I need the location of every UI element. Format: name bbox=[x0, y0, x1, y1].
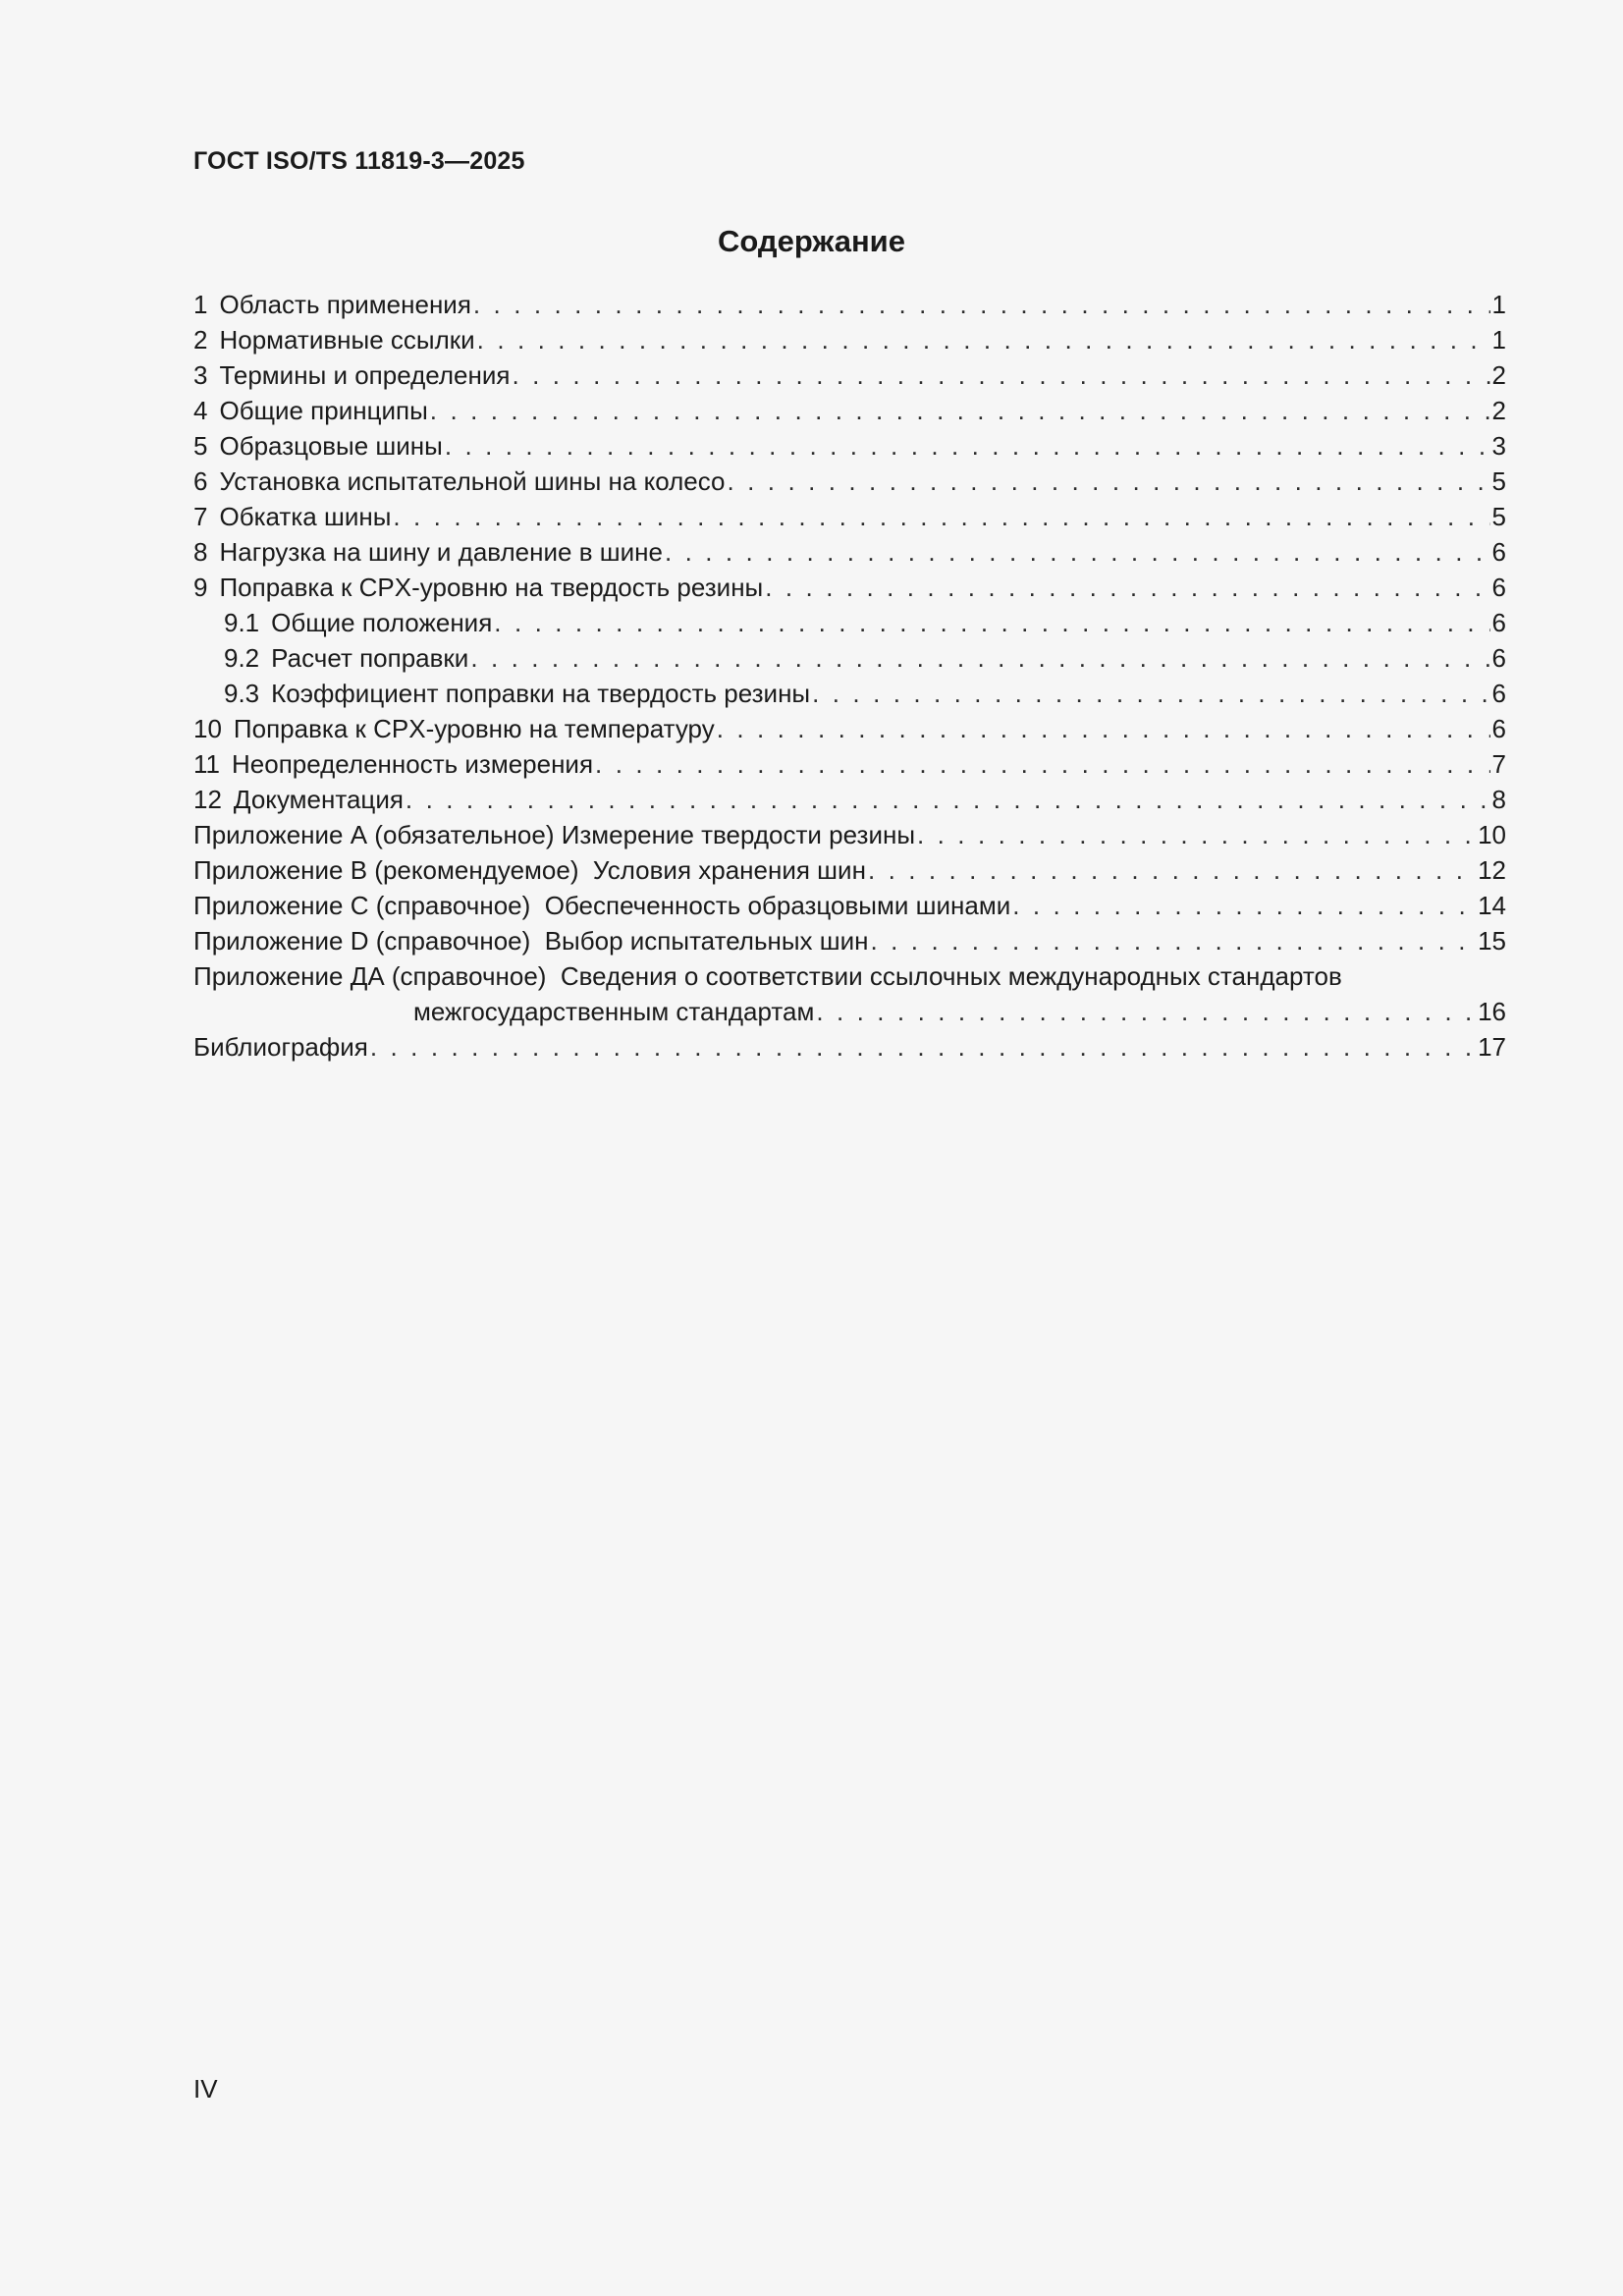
toc-entry-number: 2 bbox=[193, 325, 208, 355]
toc-entry-label: Расчет поправки bbox=[271, 643, 469, 673]
toc-entry-appendix-a[interactable] bbox=[193, 817, 1506, 852]
dot-leader bbox=[871, 923, 1477, 958]
toc-entry-label: Поправка к CPX-уровню на твердость резины bbox=[219, 573, 764, 602]
toc-entry-number: 9.3 bbox=[224, 679, 260, 708]
toc-entry-page: 17 bbox=[1478, 1032, 1506, 1062]
toc-entry-9-3[interactable] bbox=[193, 676, 1506, 711]
dot-leader bbox=[473, 287, 1490, 322]
dot-leader bbox=[445, 428, 1490, 464]
toc-entry-appendix-d[interactable] bbox=[193, 923, 1506, 958]
dot-leader bbox=[494, 605, 1489, 640]
dot-leader bbox=[665, 534, 1490, 570]
toc-entry-1[interactable] bbox=[193, 287, 1506, 322]
toc-entry-label: Установка испытательной шины на колесо bbox=[219, 466, 726, 496]
toc-entry-page: 2 bbox=[1491, 396, 1506, 425]
toc-entry-page: 15 bbox=[1478, 926, 1506, 956]
dot-leader bbox=[717, 711, 1490, 746]
toc-entry-label: Нормативные ссылки bbox=[219, 325, 475, 355]
toc-entry-page: 6 bbox=[1491, 679, 1506, 708]
dot-leader bbox=[812, 676, 1489, 711]
dot-leader bbox=[868, 852, 1476, 888]
toc-entry-page: 1 bbox=[1491, 325, 1506, 355]
toc-entry-9[interactable] bbox=[193, 570, 1506, 605]
toc-entry-page: 8 bbox=[1491, 785, 1506, 814]
toc-entry-label: Документация bbox=[233, 785, 404, 814]
toc-entry-page: 1 bbox=[1491, 290, 1506, 319]
page-number: IV bbox=[193, 2074, 218, 2104]
toc-entry-3[interactable] bbox=[193, 357, 1506, 393]
toc-entry-4[interactable] bbox=[193, 393, 1506, 428]
toc-entry-page: 10 bbox=[1478, 820, 1506, 849]
toc-entry-page: 7 bbox=[1491, 749, 1506, 779]
toc-entry-number: 6 bbox=[193, 466, 208, 496]
dot-leader bbox=[917, 817, 1476, 852]
toc-entry-9-2[interactable] bbox=[193, 640, 1506, 676]
toc-entry-9-1[interactable] bbox=[193, 605, 1506, 640]
toc-entry-page: 3 bbox=[1491, 431, 1506, 461]
toc-entry-label: Приложение А (обязательное) Измерение твердости резины bbox=[193, 820, 916, 849]
toc-entry-label: Библиография bbox=[193, 1032, 368, 1062]
toc-entry-label-continued: межгосударственным стандартам bbox=[413, 997, 815, 1026]
toc-entry-5[interactable] bbox=[193, 428, 1506, 464]
toc-entry-page: 6 bbox=[1491, 608, 1506, 637]
toc-entry-number: 12 bbox=[193, 785, 222, 814]
toc-entry-label: Область применения bbox=[219, 290, 471, 319]
toc-entry-page: 5 bbox=[1491, 466, 1506, 496]
toc-entry-number: 9.2 bbox=[224, 643, 260, 673]
document-code: ГОСТ ISO/TS 11819-3—2025 bbox=[193, 147, 525, 175]
toc-entry-page: 2 bbox=[1491, 360, 1506, 390]
toc-entry-page: 5 bbox=[1491, 502, 1506, 531]
toc-entry-number: 7 bbox=[193, 502, 208, 531]
toc-entry-number: 11 bbox=[193, 749, 220, 779]
toc-entry-8[interactable] bbox=[193, 534, 1506, 570]
toc-entry-label: Общие принципы bbox=[219, 396, 428, 425]
toc-entry-appendix-c[interactable] bbox=[193, 888, 1506, 923]
toc-entry-label: Приложение В (рекомендуемое) Условия хранения шин bbox=[193, 855, 866, 885]
toc-entry-2[interactable] bbox=[193, 322, 1506, 357]
toc-entry-number: 9 bbox=[193, 573, 208, 602]
toc-entry-label: Обкатка шины bbox=[219, 502, 392, 531]
dot-leader bbox=[370, 1029, 1476, 1065]
toc-entry-appendix-b[interactable] bbox=[193, 852, 1506, 888]
toc-entry-6[interactable] bbox=[193, 464, 1506, 499]
table-of-contents bbox=[193, 287, 1506, 1065]
toc-entry-number: 5 bbox=[193, 431, 208, 461]
toc-entry-page: 6 bbox=[1491, 573, 1506, 602]
dot-leader bbox=[816, 994, 1476, 1029]
dot-leader bbox=[406, 782, 1490, 817]
dot-leader bbox=[1012, 888, 1476, 923]
toc-entry-number: 8 bbox=[193, 537, 208, 567]
toc-entry-label: Общие положения bbox=[271, 608, 493, 637]
toc-entry-number: 9.1 bbox=[224, 608, 260, 637]
toc-entry-page: 12 bbox=[1478, 855, 1506, 885]
toc-entry-label: Образцовые шины bbox=[219, 431, 443, 461]
toc-entry-number: 3 bbox=[193, 360, 208, 390]
toc-entry-page: 6 bbox=[1491, 643, 1506, 673]
toc-entry-bibliography[interactable] bbox=[193, 1029, 1506, 1065]
toc-entry-page: 6 bbox=[1491, 537, 1506, 567]
dot-leader bbox=[470, 640, 1489, 676]
dot-leader bbox=[595, 746, 1489, 782]
toc-entry-label: Нагрузка на шину и давление в шине bbox=[219, 537, 663, 567]
toc-entry-page: 16 bbox=[1478, 997, 1506, 1026]
toc-entry-12[interactable] bbox=[193, 782, 1506, 817]
toc-title: Содержание bbox=[718, 224, 905, 258]
toc-entry-page: 6 bbox=[1491, 714, 1506, 743]
dot-leader bbox=[765, 570, 1489, 605]
dot-leader bbox=[512, 357, 1489, 393]
dot-leader bbox=[728, 464, 1490, 499]
toc-entry-label: Приложение С (справочное) Обеспеченность образцовыми шинами bbox=[193, 891, 1011, 920]
dot-leader bbox=[430, 393, 1490, 428]
toc-entry-label: Термины и определения bbox=[219, 360, 511, 390]
toc-entry-label: Приложение ДА (справочное) Сведения о соответствии ссылочных международных стандартов bbox=[193, 961, 1342, 991]
toc-entry-label: Приложение D (справочное) Выбор испытательных шин bbox=[193, 926, 869, 956]
toc-entry-7[interactable] bbox=[193, 499, 1506, 534]
toc-entry-number: 10 bbox=[193, 714, 222, 743]
toc-entry-10[interactable] bbox=[193, 711, 1506, 746]
toc-entry-appendix-da-continued[interactable] bbox=[193, 994, 1506, 1029]
dot-leader bbox=[393, 499, 1489, 534]
toc-entry-11[interactable] bbox=[193, 746, 1506, 782]
toc-entry-appendix-da[interactable] bbox=[193, 958, 1506, 994]
toc-entry-label: Поправка к CPX-уровню на температуру bbox=[233, 714, 715, 743]
toc-entry-number: 4 bbox=[193, 396, 208, 425]
toc-entry-label: Неопределенность измерения bbox=[232, 749, 594, 779]
toc-entry-page: 14 bbox=[1478, 891, 1506, 920]
dot-leader bbox=[477, 322, 1490, 357]
toc-entry-number: 1 bbox=[193, 290, 208, 319]
toc-entry-label: Коэффициент поправки на твердость резины bbox=[271, 679, 811, 708]
